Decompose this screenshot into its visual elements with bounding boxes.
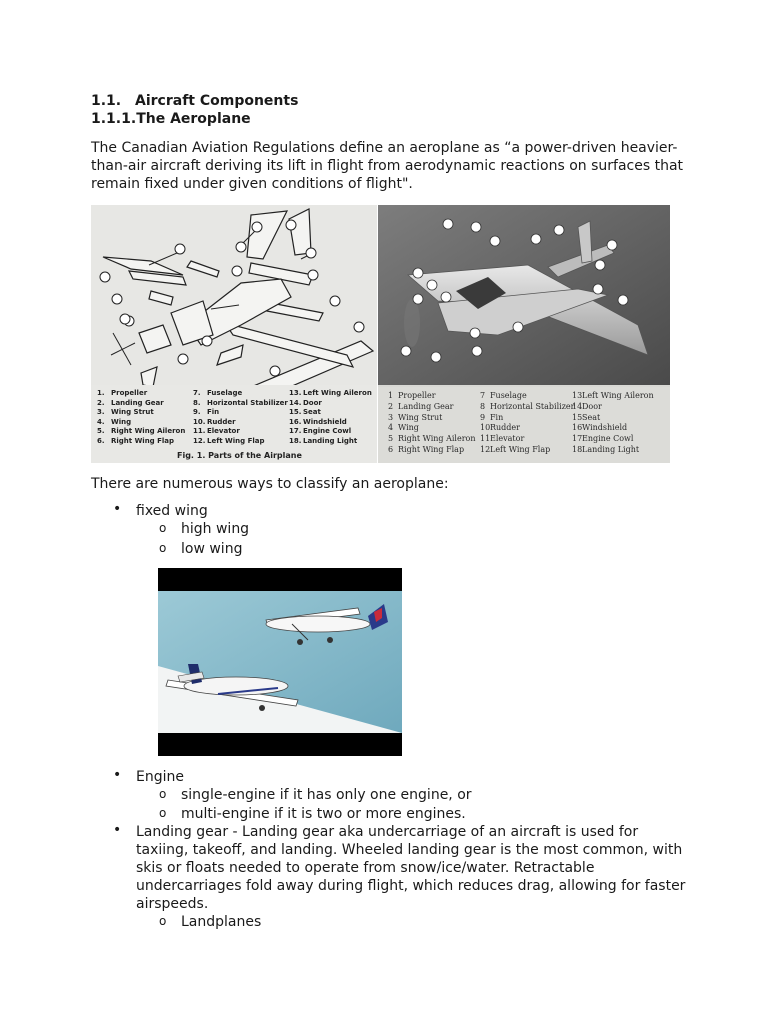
legend-item bbox=[289, 427, 372, 437]
bullet-multi-engine: multi-engine if it is two or more engines. bbox=[181, 806, 466, 822]
bullet-marker: • bbox=[113, 767, 122, 783]
bullet-low-wing: low wing bbox=[181, 541, 243, 557]
legend-label: Seat bbox=[303, 408, 321, 417]
bullet-landing-gear bbox=[136, 823, 696, 913]
legend-item bbox=[289, 437, 372, 447]
section-heading bbox=[91, 92, 298, 110]
legend-number: 3 bbox=[388, 412, 394, 422]
legend-number: 10 bbox=[480, 423, 491, 433]
sub-bullet-marker: o bbox=[159, 541, 167, 555]
legend-column bbox=[388, 391, 476, 456]
sub-bullet-marker: o bbox=[159, 806, 167, 820]
legend-item bbox=[480, 402, 574, 413]
legend-label: Propeller bbox=[398, 391, 436, 400]
legend-item bbox=[97, 437, 185, 447]
legend-label: Right Wing Flap bbox=[111, 436, 175, 445]
legend-number: 18 bbox=[572, 444, 583, 454]
legend-item bbox=[572, 434, 654, 445]
legend-label: Right Wing Aileron bbox=[111, 427, 186, 436]
legend-number: 9 bbox=[480, 412, 486, 422]
airplane-parts-line-drawing bbox=[91, 205, 377, 463]
legend-item bbox=[97, 427, 185, 437]
legend-number: 17. bbox=[289, 427, 302, 436]
legend-number: 15 bbox=[572, 412, 583, 422]
legend-number: 2. bbox=[97, 398, 105, 407]
legend-number: 14. bbox=[289, 398, 302, 407]
legend-label: Rudder bbox=[207, 417, 236, 426]
legend-item bbox=[193, 389, 288, 399]
rendered-airplane bbox=[378, 205, 670, 385]
legend-number: 8. bbox=[193, 398, 201, 407]
legend-item bbox=[388, 434, 476, 445]
legend-label: Wing Strut bbox=[111, 408, 154, 417]
legend-column bbox=[97, 389, 185, 447]
legend-label: Landing Light bbox=[303, 436, 358, 445]
bullet-marker: • bbox=[113, 822, 122, 838]
legend-label: Left Wing Flap bbox=[490, 444, 551, 454]
legend-number: 8 bbox=[480, 401, 486, 411]
subsection-heading bbox=[91, 110, 251, 128]
bullet-engine: Engine bbox=[136, 769, 184, 785]
legend-number: 14 bbox=[572, 401, 583, 411]
legend-number: 17 bbox=[572, 434, 583, 444]
legend-number: 2 bbox=[388, 401, 394, 411]
intro-paragraph bbox=[91, 139, 691, 193]
legend-item bbox=[480, 434, 574, 445]
legend-item bbox=[193, 437, 288, 447]
legend-item bbox=[193, 408, 288, 418]
legend-column bbox=[480, 391, 574, 456]
legend-number: 4 bbox=[388, 423, 394, 433]
legend-number: 3. bbox=[97, 408, 105, 417]
subsection-title: The Aeroplane bbox=[136, 111, 251, 127]
legend-item bbox=[388, 445, 476, 456]
legend-number: 4. bbox=[97, 417, 105, 426]
legend-number: 12 bbox=[480, 444, 491, 454]
legend-item bbox=[572, 402, 654, 413]
landing-gear-line: airspeeds. bbox=[136, 896, 209, 912]
figure-legend bbox=[91, 385, 377, 463]
legend-label: Wing bbox=[111, 417, 132, 426]
legend-item bbox=[388, 402, 476, 413]
legend-item bbox=[289, 399, 372, 409]
legend-number: 6 bbox=[388, 444, 394, 454]
legend-item bbox=[97, 408, 185, 418]
legend-item bbox=[289, 389, 372, 399]
legend-label: Windshield bbox=[303, 417, 347, 426]
bullet-single-engine: single-engine if it has only one engine, or bbox=[181, 787, 472, 803]
legend-number: 7. bbox=[193, 389, 201, 397]
bullet-marker: • bbox=[113, 501, 122, 517]
legend-item bbox=[97, 399, 185, 409]
legend-number: 11. bbox=[193, 427, 206, 436]
legend-label: Left Wing Aileron bbox=[303, 389, 372, 397]
figure-legend bbox=[378, 387, 670, 463]
legend-number: 13 bbox=[572, 391, 583, 400]
high-and-low-wing-photo bbox=[158, 568, 402, 756]
legend-label: Door bbox=[582, 401, 602, 411]
legend-label: Engine Cowl bbox=[303, 427, 352, 436]
legend-item bbox=[193, 418, 288, 428]
section-title: Aircraft Components bbox=[135, 93, 299, 109]
legend-item bbox=[388, 413, 476, 424]
legend-number: 6. bbox=[97, 436, 105, 445]
legend-item bbox=[97, 389, 185, 399]
legend-item bbox=[289, 408, 372, 418]
legend-number: 1. bbox=[97, 389, 105, 397]
legend-label: Right Wing Aileron bbox=[398, 434, 476, 444]
legend-number: 9. bbox=[193, 408, 201, 417]
figure-caption: Fig. 1. Parts of the Airplane bbox=[177, 451, 302, 460]
legend-label: Engine Cowl bbox=[582, 434, 634, 444]
legend-item bbox=[572, 445, 654, 456]
legend-item bbox=[193, 427, 288, 437]
legend-label: Fin bbox=[490, 412, 504, 422]
bullet-high-wing: high wing bbox=[181, 521, 250, 537]
legend-item bbox=[480, 391, 574, 402]
legend-label: Fuselage bbox=[207, 389, 243, 397]
legend-label: Left Wing Aileron bbox=[582, 391, 654, 400]
legend-item bbox=[97, 418, 185, 428]
landing-gear-line: Landing gear - Landing gear aka undercarriage of an aircraft is used for bbox=[136, 824, 639, 840]
landing-gear-line: taxiing, takeoff, and landing. Wheeled landing gear is the most common, with bbox=[136, 842, 683, 858]
classify-intro: There are numerous ways to classify an aeroplane: bbox=[91, 476, 449, 492]
legend-number: 7 bbox=[480, 391, 486, 400]
legend-item bbox=[388, 391, 476, 402]
legend-number: 16 bbox=[572, 423, 583, 433]
sub-bullet-marker: o bbox=[159, 787, 167, 801]
legend-label: Elevator bbox=[207, 427, 240, 436]
legend-column bbox=[572, 391, 654, 456]
legend-label: Landing Gear bbox=[398, 401, 454, 411]
legend-item bbox=[480, 423, 574, 434]
legend-label: Landing Light bbox=[582, 444, 640, 454]
subsection-number: 1.1.1. bbox=[91, 111, 137, 127]
legend-label: Windshield bbox=[582, 423, 628, 433]
legend-number: 5. bbox=[97, 427, 105, 436]
legend-number: 12. bbox=[193, 436, 206, 445]
legend-label: Wing bbox=[398, 423, 419, 433]
legend-label: Horizontal Stabilizer bbox=[490, 401, 575, 411]
legend-column bbox=[193, 389, 288, 447]
legend-label: Propeller bbox=[111, 389, 148, 397]
legend-label: Horizontal Stabilizer bbox=[207, 398, 288, 407]
bullet-fixed-wing: fixed wing bbox=[136, 503, 208, 519]
legend-column bbox=[289, 389, 372, 447]
legend-label: Fin bbox=[207, 408, 220, 417]
legend-number: 16. bbox=[289, 417, 302, 426]
legend-item bbox=[388, 423, 476, 434]
legend-item bbox=[289, 418, 372, 428]
airplane-parts-photo bbox=[378, 205, 670, 463]
legend-item bbox=[193, 399, 288, 409]
legend-number: 15. bbox=[289, 408, 302, 417]
legend-number: 10. bbox=[193, 417, 206, 426]
legend-label: Elevator bbox=[490, 434, 525, 444]
intro-line: than-air aircraft deriving its lift in flight from aerodynamic reactions on surfaces that bbox=[91, 158, 684, 174]
two-airplanes-image bbox=[158, 568, 402, 756]
legend-number: 1 bbox=[388, 391, 394, 400]
legend-label: Landing Gear bbox=[111, 398, 164, 407]
sub-bullet-marker: o bbox=[159, 914, 167, 928]
legend-label: Left Wing Flap bbox=[207, 436, 265, 445]
legend-number: 5 bbox=[388, 434, 394, 444]
legend-label: Fuselage bbox=[490, 391, 527, 400]
legend-label: Rudder bbox=[490, 423, 520, 433]
legend-label: Right Wing Flap bbox=[398, 444, 465, 454]
intro-line: The Canadian Aviation Regulations define an aeroplane as “a power-driven heavier- bbox=[91, 140, 678, 156]
legend-item bbox=[572, 423, 654, 434]
legend-item bbox=[480, 445, 574, 456]
legend-item bbox=[572, 413, 654, 424]
intro-line: remain fixed under given conditions of flight". bbox=[91, 176, 413, 192]
legend-label: Wing Strut bbox=[398, 412, 443, 422]
landing-gear-line: undercarriages fold away during flight, which reduces drag, allowing for faster bbox=[136, 878, 686, 894]
legend-number: 13. bbox=[289, 389, 302, 397]
legend-number: 18. bbox=[289, 436, 302, 445]
legend-label: Door bbox=[303, 398, 322, 407]
sub-bullet-marker: o bbox=[159, 521, 167, 535]
bullet-landplanes: Landplanes bbox=[181, 914, 262, 930]
section-number: 1.1. bbox=[91, 93, 122, 109]
legend-item bbox=[480, 413, 574, 424]
legend-item bbox=[572, 391, 654, 402]
landing-gear-line: skis or floats needed to operate from snow/ice/water. Retractable bbox=[136, 860, 595, 876]
legend-number: 11 bbox=[480, 434, 491, 444]
legend-label: Seat bbox=[582, 412, 601, 422]
